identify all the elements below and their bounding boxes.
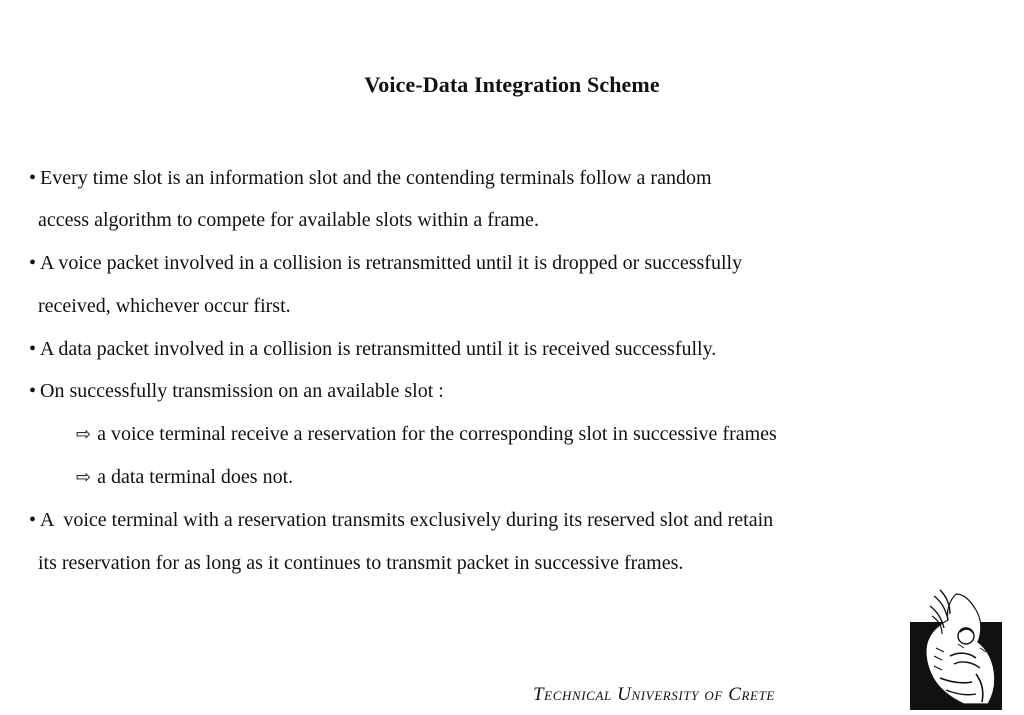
bullet-marker: • — [29, 338, 37, 360]
bullet-text: its reservation for as long as it continues to transmit packet in successive frames. — [38, 552, 684, 574]
hollow-arrow-icon: ⇨ — [76, 424, 92, 445]
sub-item-text: a data terminal does not. — [97, 466, 294, 488]
sub-item — [76, 422, 777, 447]
bullet-marker: • — [29, 167, 37, 189]
bullet-marker: • — [29, 380, 37, 402]
sub-item — [76, 465, 293, 490]
bullet-continuation — [38, 294, 291, 318]
bullet-item — [29, 508, 773, 532]
bullet-item — [29, 251, 742, 275]
bullet-item — [29, 379, 444, 403]
bullet-text: access algorithm to compete for available slots within a frame. — [38, 209, 539, 231]
sub-item-text: a voice terminal receive a reservation for the corresponding slot in successive frames — [97, 423, 777, 445]
hollow-arrow-icon: ⇨ — [76, 467, 92, 488]
bullet-continuation — [38, 551, 683, 575]
university-emblem-icon — [910, 586, 1006, 710]
bullet-text: received, whichever occur first. — [38, 295, 291, 317]
bullet-item — [29, 337, 716, 361]
bullet-marker: • — [29, 509, 37, 531]
bullet-text: A voice terminal with a reservation transmits exclusively during its reserved slot and retain — [40, 509, 774, 531]
bullet-marker: • — [29, 252, 37, 274]
bullet-text: Every time slot is an information slot and the contending terminals follow a random — [40, 167, 712, 189]
bullet-text: A data packet involved in a collision is retransmitted until it is received successfully. — [40, 338, 717, 360]
footer-institution: Technical University of Crete — [533, 684, 775, 705]
slide-title: Voice-Data Integration Scheme — [364, 72, 660, 97]
bullet-continuation — [38, 208, 539, 232]
bullet-text: On successfully transmission on an available slot : — [40, 380, 444, 402]
bullet-item — [29, 166, 712, 190]
bullet-text: A voice packet involved in a collision is retransmitted until it is dropped or successfully — [40, 252, 743, 274]
